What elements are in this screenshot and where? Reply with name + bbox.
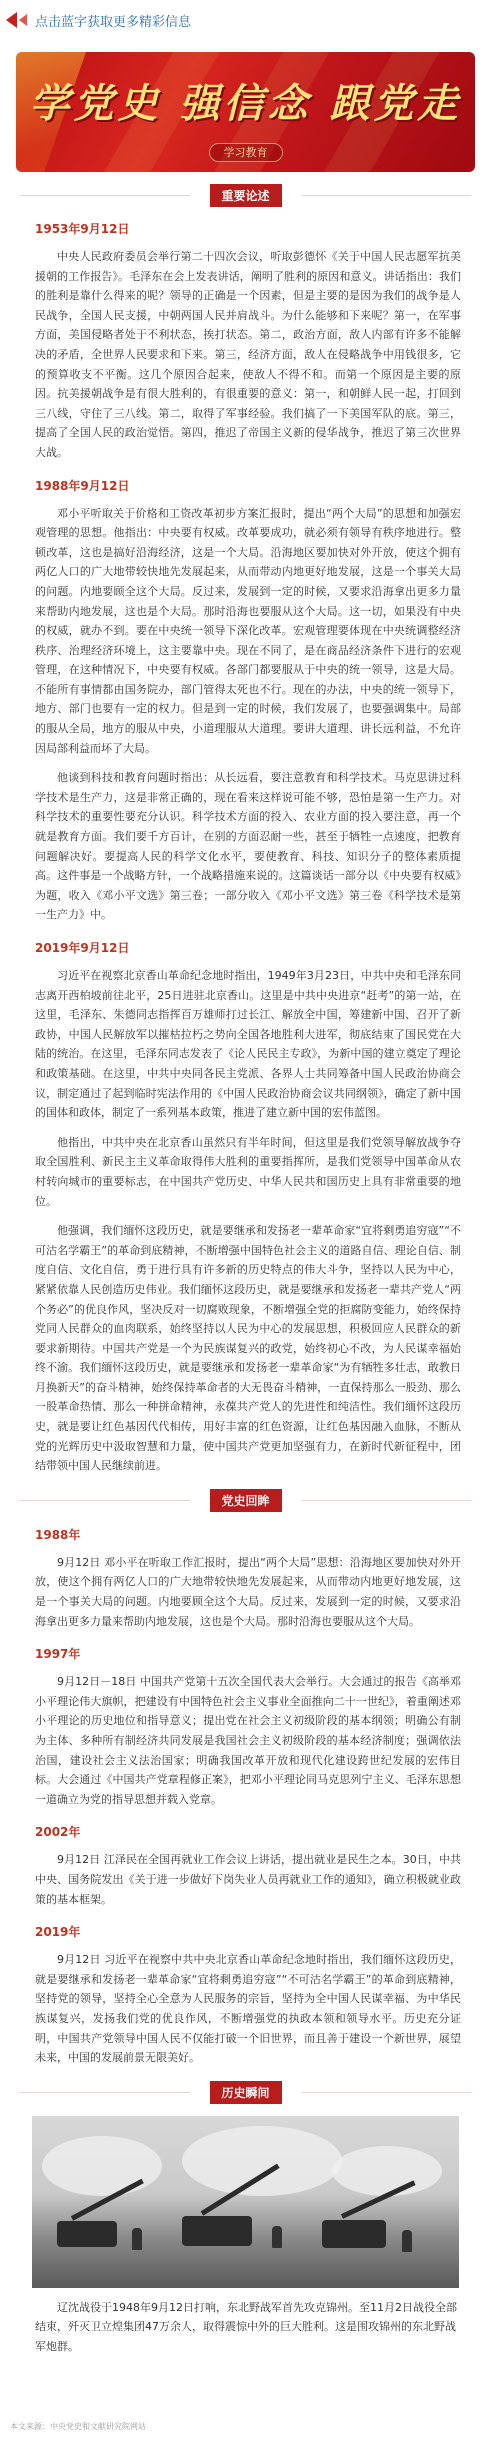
paragraph: 他谈到科技和教育问题时指出：从长远看，要注意教育和科学技术。马克思讲过科学技术是生产力，这是非常正确的，现在看来这样说可能不够，恐怕是第一生产力。对科学技术的重要性要充分认识。科学技术方面的投入、农业方面的投入要注意，再一个就是教育方面。我们要千方百计，在别的方面忍耐一些，甚至于牺牲一点速度，把教育问题解决好。要提高人民的科学文化水平，要使教育、科技、知识分子的整体素质提高。这件事是一个战略方针，一个战略措施来说的。这篇谈话一部分以《中央要有权威》为题，收入《邓小平文选》第三卷；一部分收入《邓小平文选》第三卷《科学技术是第一生产力》中。 [35, 771, 461, 922]
follow-link[interactable]: 点击蓝字获取更多精彩信息 [35, 14, 192, 30]
photo-caption: 辽沈战役于1948年9月12日打响，东北野战军首先攻克锦州。至11月2日战役全部结束，歼灭卫立煌集团47万余人，取得震惊中外的巨大胜利。这是围攻锦州的东北野战军炮群。 [35, 2300, 457, 2353]
year-heading: 2019年 [35, 1925, 81, 1940]
section-tag: 党史回眸 [210, 1489, 282, 1512]
section-header-huimou [0, 1490, 491, 1512]
section-tag: 重要论述 [210, 184, 282, 207]
top-bar [0, 0, 491, 40]
year-heading: 1988年 [35, 1527, 81, 1542]
arrow-left-small-icon [19, 14, 27, 26]
section-header-lunshu [0, 184, 491, 206]
paragraph: 习近平在视察北京香山革命纪念地时指出，1949年3月23日，中共中央和毛泽东同志离开西柏坡前往北平，25日进驻北京香山。这里是中共中央进京“赶考”的第一站，在这里，毛泽东、朱德同志指挥百万雄师打过长江、解放全中国，筹建新中国、召开了新政协，中国人民解放军以摧枯拉朽之势向全国各地胜利大进军，彻底结束了国民党在大陆的统治。在这里，毛泽东同志发表了《论人民民主专政》，为新中国的建立奠定了理论和政策基础。在这里，中共中央同各民主党派、各界人士共同筹备中国人民政治协商会议，制定通过了起到临时宪法作用的《中国人民政治协商会议共同纲领》，确定了新中国的国体和政体，制定了一系列基本政策，推进了建立新中国的宏伟蓝图。 [35, 969, 461, 1120]
header-banner [16, 52, 475, 172]
section-header-shunjian [0, 2082, 491, 2104]
paragraph: 9月12日 习近平在视察中共中央北京香山革命纪念地时指出，我们缅怀这段历史，就是要继承和发扬老一辈革命家“宜将剩勇追穷寇”“不可沽名学霸王”的革命到底精神，坚持党的领导，坚持全心全意为人民服务的宗旨，坚持为全中国人民谋幸福、为中华民族谋复兴，发扬我们党的优良作风，不断增强党的执政本领和领导水平。历史充分证明，中国共产党领导中国人民不仅能打破一个旧世界，而且善于建设一个新世界，展望未来，中国的发展前景无限美好。 [35, 1953, 461, 2065]
banner-subtitle: 学习教育 [16, 141, 475, 160]
date-heading: 1953年9月12日 [35, 222, 130, 236]
paragraph: 中央人民政府委员会举行第二十四次会议，听取彭德怀《关于中国人民志愿军抗美援朝的工作报告》。毛泽东在会上发表讲话，阐明了胜利的原因和意义。讲话指出：我们的胜利是靠什么得来的呢？领导的正确是一个因素，但是主要的是因为我们的战争是人民战争，全国人民支援，中朝两国人民并肩战斗。为什么能够和下来呢？第一，在军事方面，美国侵略者处于不利状态，挨打状态。第二，政治方面，敌人内部有许多不能解决的矛盾，全世界人民要求和下来。第三，经济方面，敌人在侵略战争中用钱很多，它的预算收支不平衡。这几个原因合起来，使敌人不得不和。而第一个原因是主要的原因。抗美援朝战争是有很大胜利的，有很重要的意义：第一，和朝鲜人民一起，打回到三八线，守住了三八线。第二，取得了军事经验。我们搞了一下美国军队的底。第三，提高了全国人民的政治觉悟。第四，推迟了帝国主义新的侵华战争，推迟了第三次世界大战。 [35, 250, 461, 459]
historical-photo [32, 2116, 459, 2288]
date-heading: 2019年9月12日 [35, 941, 130, 955]
paragraph: 他指出，中共中央在北京香山虽然只有半年时间，但这里是我们党领导解放战争夺取全国胜利、新民主主义革命取得伟大胜利的重要指挥所，是我们党领导中国革命从农村转向城市的重要标志，在中国共产党历史、中华人民共和国历史上具有非常重要的地位。 [35, 1135, 461, 1208]
banner-title: 学党史 强信念 跟党走 [29, 80, 462, 127]
paragraph: 9月12日 邓小平在听取工作汇报时，提出“两个大局”思想：沿海地区要加快对外开放，使这个拥有两亿人口的广大地带较快地先发展起来，从而带动内地更好地发展，这是一个事关大局的问题。内地要顾全这个大局。反过来，发展到一定的时候，又要求沿海拿出更多力量来帮助内地发展，这也是个大局。那时沿海也要服从这个大局。 [35, 1555, 461, 1628]
paragraph: 9月12日－18日 中国共产党第十五次全国代表大会举行。大会通过的报告《高举邓小平理论伟大旗帜，把建设有中国特色社会主义事业全面推向二十一世纪》，着重阐述邓小平理论的历史地位和指导意义；提出党在社会主义初级阶段的基本纲领；明确公有制为主体、多种所有制经济共同发展是我国社会主义初级阶段的基本经济制度；强调依法治国，建设社会主义法治国家；明确我国改革开放和现代化建设跨世纪发展的宏伟目标。大会通过《中国共产党章程修正案》，把邓小平理论同马克思列宁主义、毛泽东思想一道确立为党的指导思想并载入党章。 [35, 1675, 461, 1806]
paragraph: 9月12日 江泽民在全国再就业工作会议上讲话，提出就业是民生之本。30日，中共中央、国务院发出《关于进一步做好下岗失业人员再就业工作的通知》，确立积极就业政策的基本框架。 [35, 1853, 461, 1906]
article-source: 本文来源：中央党史和文献研究院网站 [10, 2422, 146, 2431]
arrow-left-icon [6, 12, 17, 28]
paragraph: 邓小平听取关于价格和工资改革初步方案汇报时，提出“两个大局”的思想和加强宏观管理的思想。他指出：中央要有权威。改革要成功，就必须有领导有秩序地进行。整顿改革，这也是搞好沿海经济，这是一个大局。沿海地区要加快对外开放，使这个拥有两亿人口的广大地带较快地先发展起来，从而带动内地更好地发展，这是一个事关大局的问题。内地要顾全这个大局。反过来，发展到一定的时候，又要求沿海拿出更多力量来帮助内地发展，这也是个大局。那时沿海也要服从这个大局。这一切，如果没有中央的权威，就办不到。要在中央统一领导下深化改革。宏观管理要体现在中央统调整经济秩序、治理经济环境上，这主要靠中央。现在不同了，是在商品经济条件下进行的宏观管理，在这种情况下，中央要有权威。各部门都要服从于中央的统一领导，这是大局。不能所有事情都由国务院办，部门管得太死也不行。现在的办法，中央的统一领导下，地方、部门也要有一定的权力。但是到一定的时候，我们发展了，也要强调集中。局部的服从全局，地方的服从中央，小道理服从大道理。要讲大道理、讲长远利益，不允许因局部利益而坏了大局。 [35, 506, 461, 755]
year-heading: 2002年 [35, 1825, 81, 1840]
section-tag: 历史瞬间 [210, 2081, 282, 2104]
date-heading: 1988年9月12日 [35, 478, 130, 493]
year-heading: 1997年 [35, 1647, 81, 1662]
paragraph: 他强调，我们缅怀这段历史，就是要继承和发扬老一辈革命家“宜将剩勇追穷寇”“不可沽名学霸王”的革命到底精神，不断增强中国特色社会主义的道路自信、理论自信、制度自信、文化自信，勇于进行具有许多新的历史特点的伟大斗争，坚持以人民为中心，紧紧依靠人民创造历史伟业。我们缅怀这段历史，就是要继承和发扬老一辈共产党人“两个务必”的优良作风，坚决反对一切腐败现象，不断增强全党的拒腐防变能力，始终保持党同人民群众的血肉联系，始终坚持以人民为中心的发展思想，积极回应人民群众的新要求新期待。中国共产党是一个为民族谋复兴的政党，始终初心不改，为人民谋幸福始终不渝。我们缅怀这段历史，就是要继承和发扬老一辈革命家“为有牺牲多壮志，敢教日月换新天”的奋斗精神，始终保持革命者的大无畏奋斗精神，一直保持那么一股劲、那么一股革命热情、那么一种拼命精神，永葆共产党人的先进性和纯洁性。我们缅怀这段历史，就是要让红色基因代代相传，用好丰富的红色资源，让红色基因融入血脉，不断从党的光辉历史中汲取智慧和力量，使中国共产党更加坚强有力，在新时代新征程中，团结带领中国人民继续前进。 [35, 1224, 461, 1473]
